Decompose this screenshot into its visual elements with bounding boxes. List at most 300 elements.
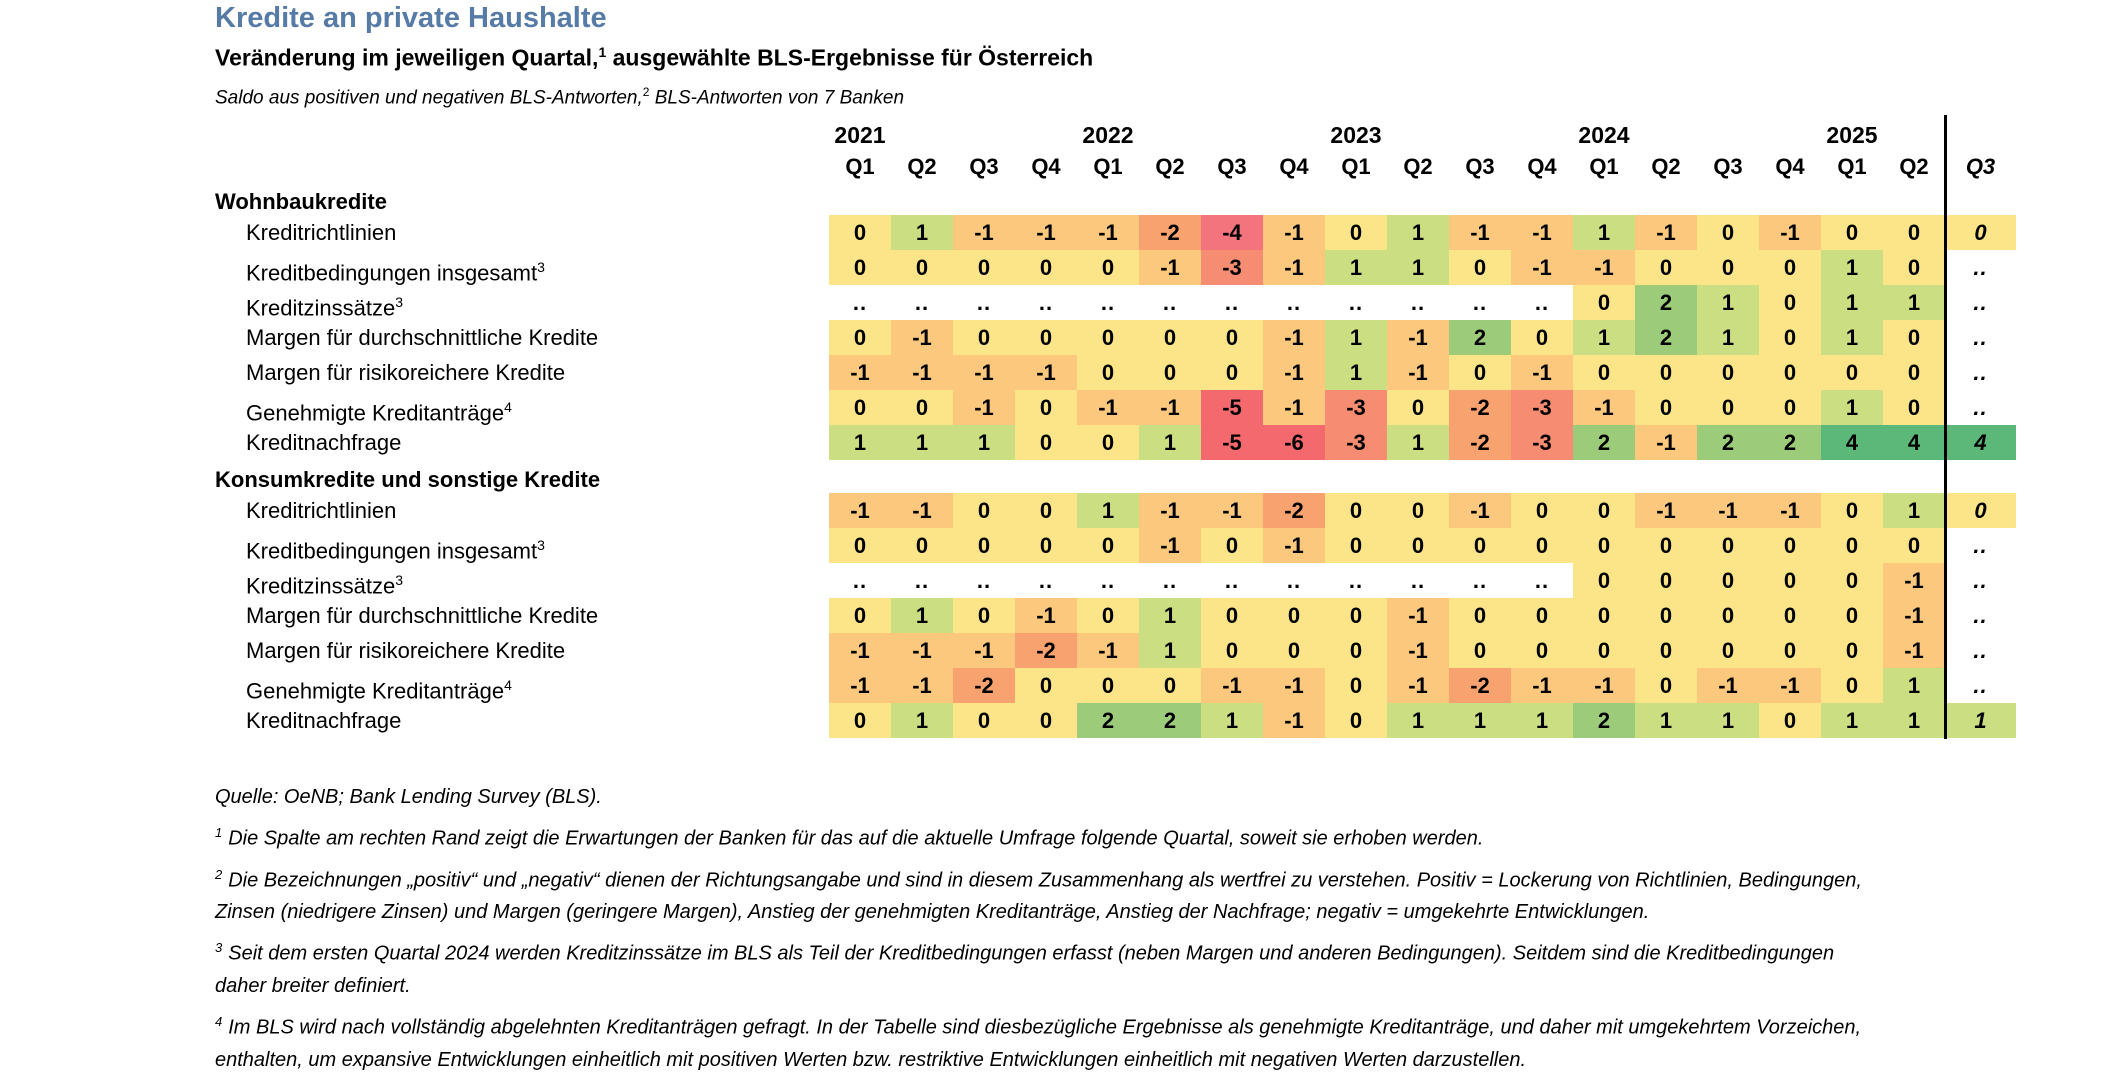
heatmap-cell: 1 bbox=[1573, 215, 1635, 250]
table-row bbox=[215, 598, 2016, 633]
heatmap-cell: .. bbox=[1325, 285, 1387, 320]
heatmap-cell: -1 bbox=[1759, 215, 1821, 250]
heatmap-cell: 0 bbox=[1077, 528, 1139, 563]
heatmap-cell: 0 bbox=[1511, 633, 1573, 668]
heatmap-cell: -2 bbox=[1449, 425, 1511, 460]
section-title: Wohnbaukredite bbox=[215, 189, 387, 214]
heatmap-cell: 0 bbox=[1759, 250, 1821, 285]
heatmap-cell: 1 bbox=[1883, 668, 1945, 703]
heatmap-cell: 0 bbox=[953, 528, 1015, 563]
heatmap-cell: 0 bbox=[1015, 250, 1077, 285]
heatmap-cell: 0 bbox=[1759, 285, 1821, 320]
heatmap-cell: -6 bbox=[1263, 425, 1325, 460]
heatmap-cell: 1 bbox=[891, 425, 953, 460]
heatmap-cell: 1 bbox=[1697, 320, 1759, 355]
subnote-footnote-ref: 2 bbox=[642, 85, 650, 99]
heatmap-cell: 0 bbox=[1015, 390, 1077, 425]
footnote-number: 3 bbox=[215, 940, 223, 956]
heatmap-cell: .. bbox=[1139, 285, 1201, 320]
heatmap-cell: 0 bbox=[1077, 425, 1139, 460]
heatmap-cell: 0 bbox=[1697, 390, 1759, 425]
heatmap-cell: 0 bbox=[1697, 250, 1759, 285]
heatmap-cell: 0 bbox=[1201, 320, 1263, 355]
quarter-label: Q4 bbox=[1527, 154, 1557, 179]
expectation-cell: 0 bbox=[1945, 493, 2016, 528]
heatmap-cell: 0 bbox=[1573, 285, 1635, 320]
heatmap-cell: 0 bbox=[1201, 355, 1263, 390]
heatmap-cell: 2 bbox=[1573, 703, 1635, 738]
heatmap-cell: 1 bbox=[891, 598, 953, 633]
heatmap-cell: -1 bbox=[1387, 633, 1449, 668]
heatmap-cell: 1 bbox=[1387, 215, 1449, 250]
heatmap-cell: 0 bbox=[829, 390, 891, 425]
heatmap-cell: .. bbox=[1015, 285, 1077, 320]
quarter-label: Q3 bbox=[1465, 154, 1495, 179]
subtitle-text: Veränderung im jeweiligen Quartal, bbox=[215, 44, 599, 71]
heatmap-cell: 1 bbox=[1201, 703, 1263, 738]
footnote-text: Seit dem ersten Quartal 2024 werden Kreditzinssätze im BLS als Teil der Kreditbedingungen erfasst (neben Margen und anderen Bedingungen). Seitdem sind die Kreditbedingungen bbox=[228, 942, 1835, 965]
heatmap-cell: 0 bbox=[1759, 320, 1821, 355]
quarter-label: Q1 bbox=[845, 154, 875, 179]
heatmap-cell: 0 bbox=[1077, 598, 1139, 633]
heatmap-cell: -1 bbox=[1883, 633, 1945, 668]
heatmap-cell: 0 bbox=[1325, 703, 1387, 738]
heatmap-cell: .. bbox=[953, 285, 1015, 320]
heatmap-cell: 0 bbox=[1759, 390, 1821, 425]
heatmap-cell: 0 bbox=[1883, 320, 1945, 355]
heatmap-cell: -1 bbox=[953, 633, 1015, 668]
heatmap-cell: 0 bbox=[1697, 355, 1759, 390]
heatmap-cell: 0 bbox=[1635, 598, 1697, 633]
heatmap-cell: 0 bbox=[1387, 493, 1449, 528]
heatmap-cell: -1 bbox=[1635, 425, 1697, 460]
row-label-footnote-ref: 3 bbox=[537, 259, 545, 275]
heatmap-cell: -1 bbox=[1883, 598, 1945, 633]
heatmap-cell: .. bbox=[1077, 563, 1139, 598]
heatmap-cell: 0 bbox=[1883, 215, 1945, 250]
expectation-separator-line bbox=[1944, 115, 1947, 739]
heatmap-cell: 0 bbox=[1573, 633, 1635, 668]
heatmap-cell: -1 bbox=[1077, 390, 1139, 425]
quarter-label: Q1 bbox=[1589, 154, 1619, 179]
row-label-footnote-ref: 4 bbox=[504, 399, 512, 415]
expectation-cell: .. bbox=[1945, 320, 2016, 355]
row-label: Kreditrichtlinien bbox=[246, 220, 397, 245]
footnote bbox=[215, 1006, 2015, 1076]
heatmap-cell: 0 bbox=[1387, 390, 1449, 425]
heatmap-cell: -1 bbox=[1015, 598, 1077, 633]
heatmap-cell: -3 bbox=[1511, 425, 1573, 460]
bls-heatmap-table bbox=[215, 118, 2016, 738]
row-label: Margen für durchschnittliche Kredite bbox=[246, 325, 599, 350]
heatmap-cell: 0 bbox=[1759, 528, 1821, 563]
heatmap-cell: 1 bbox=[1821, 390, 1883, 425]
heatmap-cell: -1 bbox=[1263, 250, 1325, 285]
heatmap-cell: 0 bbox=[1325, 668, 1387, 703]
heatmap-cell: 0 bbox=[829, 598, 891, 633]
table-row bbox=[215, 425, 2016, 460]
heatmap-cell: -1 bbox=[1511, 668, 1573, 703]
heatmap-cell: -1 bbox=[1139, 528, 1201, 563]
quarter-label: Q1 bbox=[1341, 154, 1371, 179]
heatmap-cell: 0 bbox=[1697, 598, 1759, 633]
heatmap-cell: 1 bbox=[891, 703, 953, 738]
quarters-row bbox=[215, 152, 2016, 182]
heatmap-cell: -2 bbox=[1139, 215, 1201, 250]
quarter-label-expected: Q3 bbox=[1965, 154, 1996, 179]
heatmap-cell: 1 bbox=[953, 425, 1015, 460]
footnote bbox=[215, 859, 2015, 929]
heatmap-cell: 1 bbox=[1697, 703, 1759, 738]
heatmap-cell: 1 bbox=[1139, 598, 1201, 633]
footnote-text: daher breiter definiert. bbox=[215, 974, 411, 997]
years-row bbox=[215, 118, 2016, 152]
expectation-cell: .. bbox=[1945, 563, 2016, 598]
subnote-text: Saldo aus positiven und negativen BLS-Antworten, bbox=[215, 87, 643, 109]
heatmap-cell: 0 bbox=[1635, 633, 1697, 668]
heatmap-cell: 0 bbox=[1635, 355, 1697, 390]
heatmap-cell: -1 bbox=[1387, 668, 1449, 703]
quarter-label: Q2 bbox=[907, 154, 937, 179]
heatmap-cell: 0 bbox=[1325, 528, 1387, 563]
heatmap-cell: 0 bbox=[891, 390, 953, 425]
heatmap-cell: 0 bbox=[829, 250, 891, 285]
heatmap-cell: -1 bbox=[1139, 493, 1201, 528]
row-label: Kreditnachfrage bbox=[246, 430, 402, 455]
source-line: Quelle: OeNB; Bank Lending Survey (BLS). bbox=[215, 786, 602, 808]
heatmap-cell: 1 bbox=[1139, 425, 1201, 460]
row-label-spacer bbox=[215, 152, 829, 182]
heatmap-cell: 0 bbox=[1697, 563, 1759, 598]
expectation-cell: .. bbox=[1945, 633, 2016, 668]
heatmap-cell: 0 bbox=[829, 215, 891, 250]
heatmap-cell: 2 bbox=[1697, 425, 1759, 460]
quarter-label: Q4 bbox=[1279, 154, 1309, 179]
heatmap-cell: -1 bbox=[1759, 493, 1821, 528]
heatmap-cell: 1 bbox=[1573, 320, 1635, 355]
page-subnote bbox=[215, 85, 904, 109]
heatmap-cell: 0 bbox=[1201, 633, 1263, 668]
heatmap-cell: 0 bbox=[1325, 493, 1387, 528]
heatmap-cell: .. bbox=[829, 285, 891, 320]
heatmap-cell: -1 bbox=[1387, 320, 1449, 355]
heatmap-cell: -1 bbox=[1077, 215, 1139, 250]
heatmap-cell: -1 bbox=[1511, 215, 1573, 250]
heatmap-cell: -1 bbox=[1263, 668, 1325, 703]
expectation-cell: .. bbox=[1945, 285, 2016, 320]
row-label-footnote-ref: 4 bbox=[504, 677, 512, 693]
heatmap-cell: 0 bbox=[953, 703, 1015, 738]
heatmap-cell: 2 bbox=[1759, 425, 1821, 460]
heatmap-cell: 0 bbox=[1821, 528, 1883, 563]
heatmap-cell: .. bbox=[1077, 285, 1139, 320]
subnote-text-suffix: BLS-Antworten von 7 Banken bbox=[649, 87, 905, 109]
heatmap-cell: -1 bbox=[891, 355, 953, 390]
heatmap-cell: 0 bbox=[1511, 528, 1573, 563]
heatmap-cell: 1 bbox=[1821, 703, 1883, 738]
heatmap-cell: -1 bbox=[1139, 390, 1201, 425]
footnote-text: Zinsen (niedrigere Zinsen) und Margen (geringere Margen), Anstieg der genehmigten Kreditanträge, Anstieg der Nachfrage; negativ = umgekehrte Entwicklungen. bbox=[215, 901, 1650, 924]
heatmap-cell: 4 bbox=[1821, 425, 1883, 460]
heatmap-cell: 0 bbox=[1015, 528, 1077, 563]
heatmap-cell: 0 bbox=[1263, 633, 1325, 668]
heatmap-cell: 0 bbox=[1573, 528, 1635, 563]
page-title: Kredite an private Haushalte bbox=[215, 2, 607, 34]
footnote bbox=[215, 932, 2015, 1002]
table-row bbox=[215, 493, 2016, 528]
heatmap-cell: -1 bbox=[891, 668, 953, 703]
footnote-number: 1 bbox=[215, 825, 223, 840]
heatmap-cell: 0 bbox=[1077, 320, 1139, 355]
heatmap-cell: 0 bbox=[1077, 668, 1139, 703]
row-label: Kreditbedingungen insgesamt$^3$ bbox=[246, 537, 545, 564]
heatmap-cell: 0 bbox=[1201, 598, 1263, 633]
table-row bbox=[215, 563, 2016, 598]
footnote-text: Die Bezeichnungen „positiv“ und „negativ“ dienen der Richtungsangabe und sind in diesem Zusammenhang als wertfrei zu verstehen. Positiv = Lockerung von Richtlinien, Bedingungen, bbox=[228, 869, 1862, 892]
heatmap-cell: 0 bbox=[1883, 355, 1945, 390]
footnote-text: Die Spalte am rechten Rand zeigt die Erwartungen der Banken für das auf die aktuelle Umfrage folgende Quartal, soweit sie erhoben werden. bbox=[228, 827, 1484, 850]
heatmap-cell: .. bbox=[1325, 563, 1387, 598]
heatmap-cell: 0 bbox=[1325, 633, 1387, 668]
heatmap-cell: 0 bbox=[1139, 355, 1201, 390]
heatmap-cell: 0 bbox=[1449, 355, 1511, 390]
heatmap-cell: 1 bbox=[1883, 285, 1945, 320]
heatmap-cell: -3 bbox=[1325, 425, 1387, 460]
heatmap-cell: -2 bbox=[953, 668, 1015, 703]
quarter-label: Q1 bbox=[1093, 154, 1123, 179]
heatmap-cell: -1 bbox=[1201, 493, 1263, 528]
heatmap-cell: 0 bbox=[1015, 668, 1077, 703]
heatmap-cell: 2 bbox=[1635, 320, 1697, 355]
heatmap-cell: 0 bbox=[1697, 633, 1759, 668]
heatmap-cell: -1 bbox=[1015, 355, 1077, 390]
heatmap-cell: 0 bbox=[1635, 390, 1697, 425]
heatmap-cell: -4 bbox=[1201, 215, 1263, 250]
heatmap-cell: -1 bbox=[1697, 668, 1759, 703]
heatmap-cell: 1 bbox=[1325, 320, 1387, 355]
heatmap-cell: 0 bbox=[1759, 703, 1821, 738]
heatmap-cell: -1 bbox=[829, 668, 891, 703]
heatmap-cell: 0 bbox=[1015, 493, 1077, 528]
heatmap-cell: -1 bbox=[1263, 215, 1325, 250]
heatmap-cell: -5 bbox=[1201, 390, 1263, 425]
heatmap-cell: 1 bbox=[1883, 703, 1945, 738]
expectation-cell: 4 bbox=[1945, 425, 2016, 460]
quarter-label: Q2 bbox=[1155, 154, 1185, 179]
quarter-label: Q2 bbox=[1403, 154, 1433, 179]
heatmap-cell: 0 bbox=[1573, 493, 1635, 528]
heatmap-cell: 1 bbox=[1883, 493, 1945, 528]
heatmap-cell: 0 bbox=[1139, 668, 1201, 703]
heatmap-cell: -1 bbox=[953, 355, 1015, 390]
expectation-cell: .. bbox=[1945, 250, 2016, 285]
footnote-number: 4 bbox=[215, 1013, 223, 1029]
year-label: 2024 bbox=[1578, 122, 1630, 148]
year-label: 2022 bbox=[1082, 122, 1134, 148]
quarter-label: Q4 bbox=[1775, 154, 1805, 179]
footnotes bbox=[215, 781, 2015, 1080]
heatmap-cell: 0 bbox=[1759, 563, 1821, 598]
heatmap-cell: 4 bbox=[1883, 425, 1945, 460]
row-label: Genehmigte Kreditanträge$^4$ bbox=[246, 677, 512, 704]
heatmap-cell: 0 bbox=[1449, 598, 1511, 633]
heatmap-cell: 1 bbox=[1387, 250, 1449, 285]
heatmap-cell: 1 bbox=[1325, 355, 1387, 390]
heatmap-cell: 0 bbox=[1263, 598, 1325, 633]
heatmap-cell: .. bbox=[1387, 285, 1449, 320]
table-row bbox=[215, 355, 2016, 390]
heatmap-cell: 1 bbox=[1821, 285, 1883, 320]
heatmap-cell: 0 bbox=[1883, 250, 1945, 285]
heatmap-cell: -1 bbox=[1387, 355, 1449, 390]
heatmap-cell: 0 bbox=[1325, 598, 1387, 633]
heatmap-cell: 0 bbox=[1573, 563, 1635, 598]
quarter-label: Q3 bbox=[969, 154, 999, 179]
heatmap-cell: 0 bbox=[1511, 598, 1573, 633]
row-label: Margen für risikoreichere Kredite bbox=[246, 360, 566, 385]
heatmap-cell: 2 bbox=[1573, 425, 1635, 460]
heatmap-cell: -1 bbox=[1573, 668, 1635, 703]
heatmap-cell: -2 bbox=[1449, 668, 1511, 703]
heatmap-cell: -1 bbox=[1387, 598, 1449, 633]
heatmap-cell: 1 bbox=[1449, 703, 1511, 738]
heatmap-cell: 0 bbox=[1015, 703, 1077, 738]
heatmap-cell: .. bbox=[953, 563, 1015, 598]
heatmap-cell: .. bbox=[1201, 285, 1263, 320]
heatmap-cell: -1 bbox=[1511, 355, 1573, 390]
heatmap-cell: 0 bbox=[953, 493, 1015, 528]
heatmap-cell: -1 bbox=[1139, 250, 1201, 285]
table-row bbox=[215, 633, 2016, 668]
heatmap-cell: -1 bbox=[1573, 390, 1635, 425]
year-label: 2025 bbox=[1826, 122, 1878, 148]
heatmap-cell: 0 bbox=[953, 598, 1015, 633]
heatmap-cell: -3 bbox=[1201, 250, 1263, 285]
heatmap-cell: -1 bbox=[829, 633, 891, 668]
heatmap-cell: 2 bbox=[1139, 703, 1201, 738]
expectation-cell: .. bbox=[1945, 355, 2016, 390]
heatmap-cell: .. bbox=[1201, 563, 1263, 598]
section-header-row bbox=[215, 182, 2016, 215]
heatmap-cell: -1 bbox=[1635, 493, 1697, 528]
table-row bbox=[215, 703, 2016, 738]
table-row bbox=[215, 390, 2016, 425]
heatmap-cell: 0 bbox=[1821, 668, 1883, 703]
heatmap-cell: 0 bbox=[1015, 425, 1077, 460]
quarter-label: Q2 bbox=[1651, 154, 1681, 179]
heatmap-cell: -1 bbox=[1449, 215, 1511, 250]
table-row bbox=[215, 668, 2016, 703]
heatmap-cell: -5 bbox=[1201, 425, 1263, 460]
heatmap-cell: -1 bbox=[1015, 215, 1077, 250]
heatmap-cell: 0 bbox=[1883, 390, 1945, 425]
heatmap-cell: 0 bbox=[1821, 633, 1883, 668]
heatmap-cell: -1 bbox=[953, 390, 1015, 425]
year-label: 2021 bbox=[834, 122, 886, 148]
heatmap-cell: 0 bbox=[1635, 668, 1697, 703]
row-label: Genehmigte Kreditanträge$^4$ bbox=[246, 399, 512, 426]
heatmap-cell: 0 bbox=[1449, 528, 1511, 563]
heatmap-cell: 2 bbox=[1449, 320, 1511, 355]
heatmap-cell: 0 bbox=[1759, 598, 1821, 633]
heatmap-cell: -1 bbox=[1573, 250, 1635, 285]
table-row bbox=[215, 250, 2016, 285]
heatmap-cell: .. bbox=[891, 563, 953, 598]
heatmap-cell: 0 bbox=[1449, 250, 1511, 285]
heatmap-cell: 0 bbox=[1821, 563, 1883, 598]
quarter-label: Q1 bbox=[1837, 154, 1867, 179]
heatmap-cell: .. bbox=[1263, 563, 1325, 598]
section-header-row bbox=[215, 460, 2016, 493]
heatmap-cell: -1 bbox=[1697, 493, 1759, 528]
heatmap-cell: -1 bbox=[891, 633, 953, 668]
heatmap-cell: 1 bbox=[891, 215, 953, 250]
table-row bbox=[215, 320, 2016, 355]
heatmap-cell: .. bbox=[1449, 285, 1511, 320]
page-subtitle bbox=[215, 44, 1093, 72]
expectation-cell: .. bbox=[1945, 668, 2016, 703]
heatmap-cell: -3 bbox=[1511, 390, 1573, 425]
heatmap-cell: -1 bbox=[1263, 355, 1325, 390]
row-label: Margen für durchschnittliche Kredite bbox=[246, 603, 599, 628]
table-row bbox=[215, 215, 2016, 250]
heatmap-cell: 0 bbox=[891, 250, 953, 285]
heatmap-cell: 1 bbox=[1511, 703, 1573, 738]
heatmap-cell: 0 bbox=[1821, 355, 1883, 390]
heatmap-cell: 0 bbox=[1697, 528, 1759, 563]
heatmap-cell: 1 bbox=[1387, 425, 1449, 460]
heatmap-cell: -1 bbox=[1635, 215, 1697, 250]
heatmap-cell: -1 bbox=[1263, 703, 1325, 738]
heatmap-cell: 1 bbox=[1821, 320, 1883, 355]
heatmap-cell: 2 bbox=[1077, 703, 1139, 738]
heatmap-cell: 0 bbox=[1573, 598, 1635, 633]
heatmap-cell: .. bbox=[1015, 563, 1077, 598]
heatmap-cell: 0 bbox=[1139, 320, 1201, 355]
heatmap-cell: -1 bbox=[1263, 390, 1325, 425]
heatmap-cell: 0 bbox=[1511, 493, 1573, 528]
heatmap-cell: 0 bbox=[1015, 320, 1077, 355]
heatmap-cell: 0 bbox=[1201, 528, 1263, 563]
heatmap-cell: 1 bbox=[829, 425, 891, 460]
heatmap-cell: 0 bbox=[1821, 493, 1883, 528]
quarter-label: Q2 bbox=[1899, 154, 1929, 179]
heatmap-cell: -2 bbox=[1449, 390, 1511, 425]
heatmap-cell: -1 bbox=[829, 355, 891, 390]
year-label: 2023 bbox=[1330, 122, 1382, 148]
heatmap-cell: .. bbox=[1139, 563, 1201, 598]
row-label-footnote-ref: 3 bbox=[395, 294, 403, 310]
heatmap-cell: 0 bbox=[1635, 563, 1697, 598]
heatmap-cell: 0 bbox=[1077, 250, 1139, 285]
heatmap-cell: .. bbox=[1387, 563, 1449, 598]
heatmap-cell: 0 bbox=[953, 320, 1015, 355]
row-label: Kreditzinssätze$^3$ bbox=[246, 294, 403, 321]
heatmap-cell: 1 bbox=[1821, 250, 1883, 285]
heatmap-cell: 0 bbox=[1821, 598, 1883, 633]
heatmap-cell: 0 bbox=[953, 250, 1015, 285]
row-label-footnote-ref: 3 bbox=[395, 572, 403, 588]
heatmap-cell: 0 bbox=[1325, 215, 1387, 250]
heatmap-cell: 0 bbox=[1759, 633, 1821, 668]
expectation-cell: .. bbox=[1945, 390, 2016, 425]
heatmap-cell: -1 bbox=[1883, 563, 1945, 598]
heatmap-cell: -1 bbox=[1759, 668, 1821, 703]
section-title: Konsumkredite und sonstige Kredite bbox=[215, 467, 601, 492]
footnote-text: Im BLS wird nach vollständig abgelehnten Kreditanträgen gefragt. In der Tabelle sind diesbezügliche Ergebnisse als genehmigte Kreditanträge, und daher mit umgekehrtem Vorzeichen, bbox=[228, 1016, 1862, 1039]
heatmap-cell: 0 bbox=[829, 320, 891, 355]
heatmap-cell: -1 bbox=[1263, 320, 1325, 355]
